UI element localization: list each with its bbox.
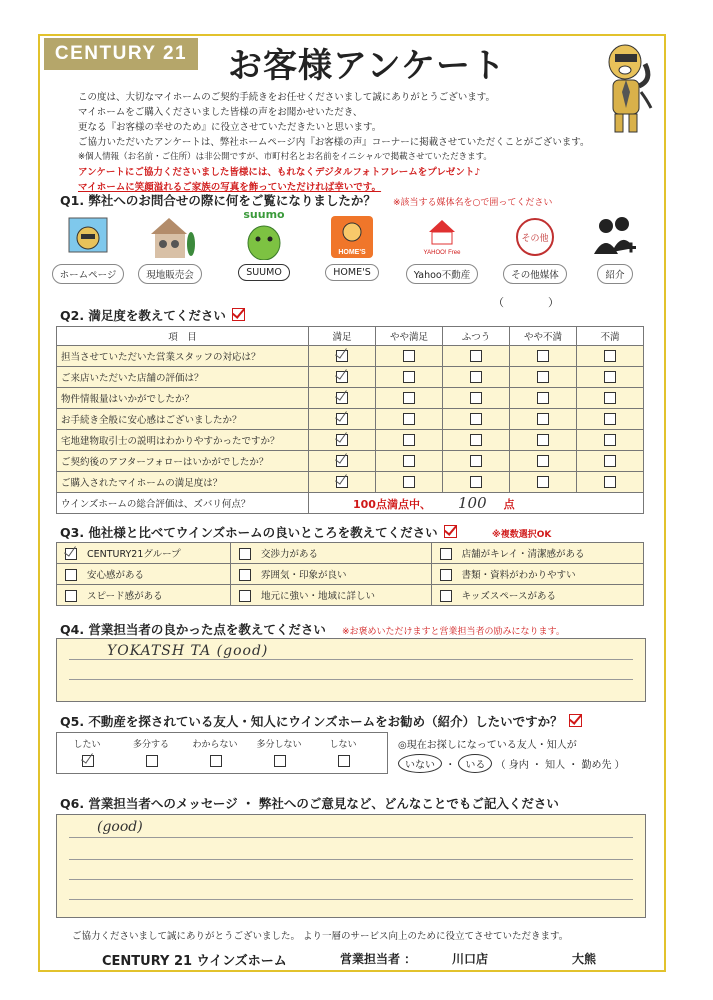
- table-row: [57, 388, 644, 409]
- option-cell[interactable]: [57, 564, 231, 585]
- checkbox-satisfied[interactable]: [336, 350, 348, 362]
- checkbox-satisfied[interactable]: [336, 434, 348, 446]
- q1-title: [60, 191, 376, 209]
- q3-title-text: Q3. 他社様と比べてウインズホームの良いところを教えてください: [60, 525, 438, 540]
- checkbox[interactable]: [440, 548, 452, 560]
- q4-answer: YOKATSH TA (good): [107, 643, 269, 659]
- footer-thanks: ご協力くださいまして誠にありがとうございました。 より一層のサービス向上のために役立てさせていただきます。: [72, 931, 569, 942]
- table-row: [57, 346, 644, 367]
- checkbox[interactable]: [604, 371, 616, 383]
- table-row: [57, 367, 644, 388]
- checkbox[interactable]: [604, 350, 616, 362]
- checkbox[interactable]: [537, 371, 549, 383]
- checkbox[interactable]: [440, 590, 452, 602]
- yahoo-icon-text: YAHOO! Free: [423, 250, 461, 256]
- score-cell[interactable]: [309, 493, 644, 514]
- q4-title: [60, 620, 326, 638]
- media-referral[interactable]: [582, 208, 648, 284]
- q3-title: [60, 523, 457, 541]
- option-label: Yahoo不動産: [406, 264, 478, 284]
- homes-icon: [329, 214, 375, 260]
- option-label: 安心感がある: [87, 569, 145, 581]
- q5-title-text: Q5. 不動産を探されている友人・知人にウインズホームをお勧め（紹介）したいですか？: [60, 714, 563, 729]
- row-label: ご購入されたマイホームの満足度は？: [57, 472, 309, 493]
- friend-detail: （ 身内 ・ 知人 ・ 勤め先 ）: [495, 760, 625, 771]
- stamp-text: その他: [521, 234, 549, 244]
- present-notice: アンケートにご協力くださいました皆様には、もれなくデジタルフォトフレームをプレゼント♪: [78, 167, 481, 178]
- header-col: やや満足: [376, 327, 443, 346]
- checkbox-satisfied[interactable]: [336, 455, 348, 467]
- row-label: 物件情報量はいかがでしたか？: [57, 388, 309, 409]
- friend-answer: [398, 754, 625, 773]
- media-yahoo[interactable]: [400, 208, 484, 284]
- option-label: キッズスペースがある: [461, 590, 556, 602]
- table-row: [57, 430, 644, 451]
- checkbox[interactable]: [537, 455, 549, 467]
- table-row: [57, 451, 644, 472]
- checkbox[interactable]: [440, 569, 452, 581]
- header-col: 満足: [309, 327, 376, 346]
- table-row: [57, 564, 644, 585]
- page-title: お客様アンケート: [228, 46, 506, 86]
- option-cell[interactable]: [230, 543, 431, 564]
- checkbox[interactable]: [470, 434, 482, 446]
- checkbox[interactable]: [65, 590, 77, 602]
- intro-line: ご協力いただいたアンケートは、弊社ホームページ内『お客様の声』コーナーに掲載させていただくことがございます。: [78, 137, 590, 148]
- q2-title-text: Q2. 満足度を教えてください: [60, 308, 226, 323]
- checkbox[interactable]: [146, 755, 158, 767]
- checkbox-satisfied[interactable]: [336, 392, 348, 404]
- option-label: 雰囲気・印象が良い: [260, 569, 347, 581]
- intro-line: 更なる『お客様の幸せのため』に役立させていただきたいと思います。: [78, 122, 382, 133]
- intro-text: [78, 90, 589, 195]
- checkbox[interactable]: [338, 755, 350, 767]
- checkbox-checked[interactable]: [65, 548, 77, 560]
- q4-answer-box[interactable]: [56, 638, 646, 702]
- checkbox[interactable]: [604, 413, 616, 425]
- checkbox[interactable]: [537, 476, 549, 488]
- score-unit: 点: [503, 498, 515, 511]
- option-cell[interactable]: [431, 564, 643, 585]
- header-col: 不満: [577, 327, 644, 346]
- option-cell[interactable]: [230, 564, 431, 585]
- table-row: [57, 409, 644, 430]
- checkbox[interactable]: [239, 569, 251, 581]
- score-label: ウインズホームの総合評価は、ズバリ何点？: [57, 493, 309, 514]
- checkbox[interactable]: [470, 455, 482, 467]
- other-media-stamp-icon: [512, 214, 558, 260]
- friend-question: ◎現在お探しになっている友人・知人が: [398, 740, 577, 751]
- checkbox[interactable]: [537, 413, 549, 425]
- option-cell[interactable]: [230, 585, 431, 606]
- q6-answer: (good): [97, 819, 143, 835]
- q4-title-text: Q4. 営業担当者の良かった点を教えてください: [60, 622, 326, 637]
- q6-answer-box[interactable]: [56, 814, 646, 918]
- checkbox[interactable]: [239, 590, 251, 602]
- q6-title-text: Q6. 営業担当者へのメッセージ ・ 弊社へのご意見など、どんなことでもご記入ください: [60, 796, 559, 811]
- score-row: [57, 493, 644, 514]
- checkbox[interactable]: [604, 392, 616, 404]
- option-label: 紹介: [597, 264, 632, 284]
- option-label: 交渉力がある: [260, 548, 318, 560]
- option-label: 書類・資料がわかりやすい: [461, 569, 576, 581]
- row-label: お手続き全般に安心感はございましたか？: [57, 409, 309, 430]
- table-row: [57, 543, 644, 564]
- q3-options-table: [56, 542, 644, 606]
- friend-exist-option[interactable]: いる: [458, 754, 492, 773]
- header-item: 項 目: [57, 327, 309, 346]
- option-label: HOME'S: [325, 264, 378, 281]
- score-prefix: 100点満点中、: [353, 498, 431, 511]
- referral-people-icon: [592, 214, 638, 260]
- q6-title: [60, 794, 559, 812]
- staff-name: 大熊: [572, 952, 597, 966]
- footer-company: CENTURY 21 ウインズホーム: [102, 954, 287, 969]
- option-label: その他媒体: [503, 264, 567, 284]
- checkbox[interactable]: [470, 476, 482, 488]
- yahoo-house-icon: [419, 214, 465, 260]
- checkbox[interactable]: [403, 350, 415, 362]
- checkbox[interactable]: [403, 392, 415, 404]
- satisfaction-header-row: [57, 327, 644, 346]
- satisfaction-table: [56, 326, 644, 514]
- checkbox[interactable]: [65, 569, 77, 581]
- checkbox[interactable]: [403, 371, 415, 383]
- option-label: わからない: [192, 740, 238, 750]
- checkbox[interactable]: [470, 413, 482, 425]
- row-label: ご来店いただいた店舗の評価は？: [57, 367, 309, 388]
- century21-logo: CENTURY 21: [44, 38, 198, 70]
- q5-title: [60, 712, 582, 730]
- checkbox[interactable]: [604, 434, 616, 446]
- checkbox[interactable]: [537, 392, 549, 404]
- photo-notice: マイホームに笑顔溢れるご家族の写真を飾っていただければ幸いです。: [78, 182, 382, 193]
- option-label: 多分しない: [256, 740, 302, 750]
- red-check-icon: [444, 525, 457, 538]
- checkbox-satisfied[interactable]: [336, 413, 348, 425]
- option-cell[interactable]: [431, 543, 643, 564]
- checkbox[interactable]: [537, 434, 549, 446]
- media-homes[interactable]: [314, 208, 390, 281]
- staff-label: 営業担当者 ：: [340, 952, 417, 966]
- checkbox[interactable]: [239, 548, 251, 560]
- checkbox[interactable]: [403, 434, 415, 446]
- option-label: スピード感がある: [87, 590, 163, 602]
- homepage-icon: [65, 214, 111, 260]
- row-label: 宅地建物取引士の説明はわかりやすかったですか？: [57, 430, 309, 451]
- header-col: やや不満: [510, 327, 577, 346]
- q3-note: ※複数選択OK: [492, 530, 552, 540]
- checkbox-satisfied[interactable]: [336, 476, 348, 488]
- option-label: 店舗がキレイ・清潔感がある: [461, 548, 585, 560]
- option-label: 現地販売会: [138, 264, 202, 284]
- checkbox-checked[interactable]: [82, 755, 94, 767]
- separator: ・: [445, 760, 456, 771]
- option-label: ホームページ: [52, 264, 125, 284]
- red-check-icon: [569, 714, 582, 727]
- option-label: 地元に強い・地域に詳しい: [260, 590, 375, 602]
- q1-note: ※該当する媒体名を○で囲ってください: [393, 198, 553, 208]
- checkbox[interactable]: [403, 455, 415, 467]
- homes-icon-text: HOME'S: [338, 249, 366, 256]
- checkbox[interactable]: [470, 392, 482, 404]
- table-row: [57, 585, 644, 606]
- media-open-house[interactable]: [130, 208, 210, 284]
- q4-note: ※お褒めいただけますと営業担当者の励みになります。: [342, 627, 565, 637]
- intro-line: マイホームをご購入くださいました皆様の声をお聞かせいただき、: [78, 107, 363, 118]
- store-name: 川口店: [452, 952, 489, 966]
- media-other[interactable]: [494, 208, 576, 284]
- suumo-mascot-icon: [242, 221, 286, 260]
- intro-line: ※個人情報（お名前・ご住所）は非公開ですが、市町村名とお名前をイニシャルで掲載させていただきます。: [78, 152, 492, 162]
- checkbox[interactable]: [274, 755, 286, 767]
- option-label-selected: SUUMO: [238, 264, 290, 281]
- media-suumo[interactable]: [224, 208, 304, 281]
- checkbox[interactable]: [403, 476, 415, 488]
- checkbox[interactable]: [537, 350, 549, 362]
- option-cell[interactable]: [57, 585, 231, 606]
- checkbox[interactable]: [604, 455, 616, 467]
- mascot-dog-icon: [595, 40, 657, 136]
- option-label: CENTURY21グループ: [87, 548, 181, 560]
- red-check-icon: [232, 308, 245, 321]
- checkbox-satisfied[interactable]: [336, 371, 348, 383]
- checkbox[interactable]: [604, 476, 616, 488]
- option-label: しない: [329, 740, 357, 750]
- checkbox[interactable]: [470, 371, 482, 383]
- option-cell[interactable]: [431, 585, 643, 606]
- header-col: ふつう: [443, 327, 510, 346]
- table-row: [57, 472, 644, 493]
- q5-options: [56, 732, 388, 774]
- checkbox[interactable]: [470, 350, 482, 362]
- checkbox[interactable]: [210, 755, 222, 767]
- suumo-logo: suumo: [243, 208, 285, 221]
- score-value: 100: [458, 494, 487, 512]
- option-label: 多分する: [132, 740, 169, 750]
- row-label: ご契約後のアフターフォローはいかがでしたか？: [57, 451, 309, 472]
- option-cell[interactable]: [57, 543, 231, 564]
- option-label: したい: [73, 740, 101, 750]
- row-label: 担当させていただいた営業スタッフの対応は？: [57, 346, 309, 367]
- intro-line: この度は、大切なマイホームのご契約手続きをお任せくださいまして誠にありがとうございます。: [78, 92, 496, 103]
- q2-title: [60, 306, 245, 324]
- media-homepage[interactable]: [48, 208, 128, 284]
- q1-title-text: Q1. 弊社へのお問合せの際に何をご覧になりましたか？: [60, 193, 376, 208]
- other-media-parentheses: （ ）: [493, 296, 559, 309]
- checkbox[interactable]: [403, 413, 415, 425]
- house-family-icon: [145, 214, 195, 260]
- friend-none-option[interactable]: いない: [398, 754, 442, 773]
